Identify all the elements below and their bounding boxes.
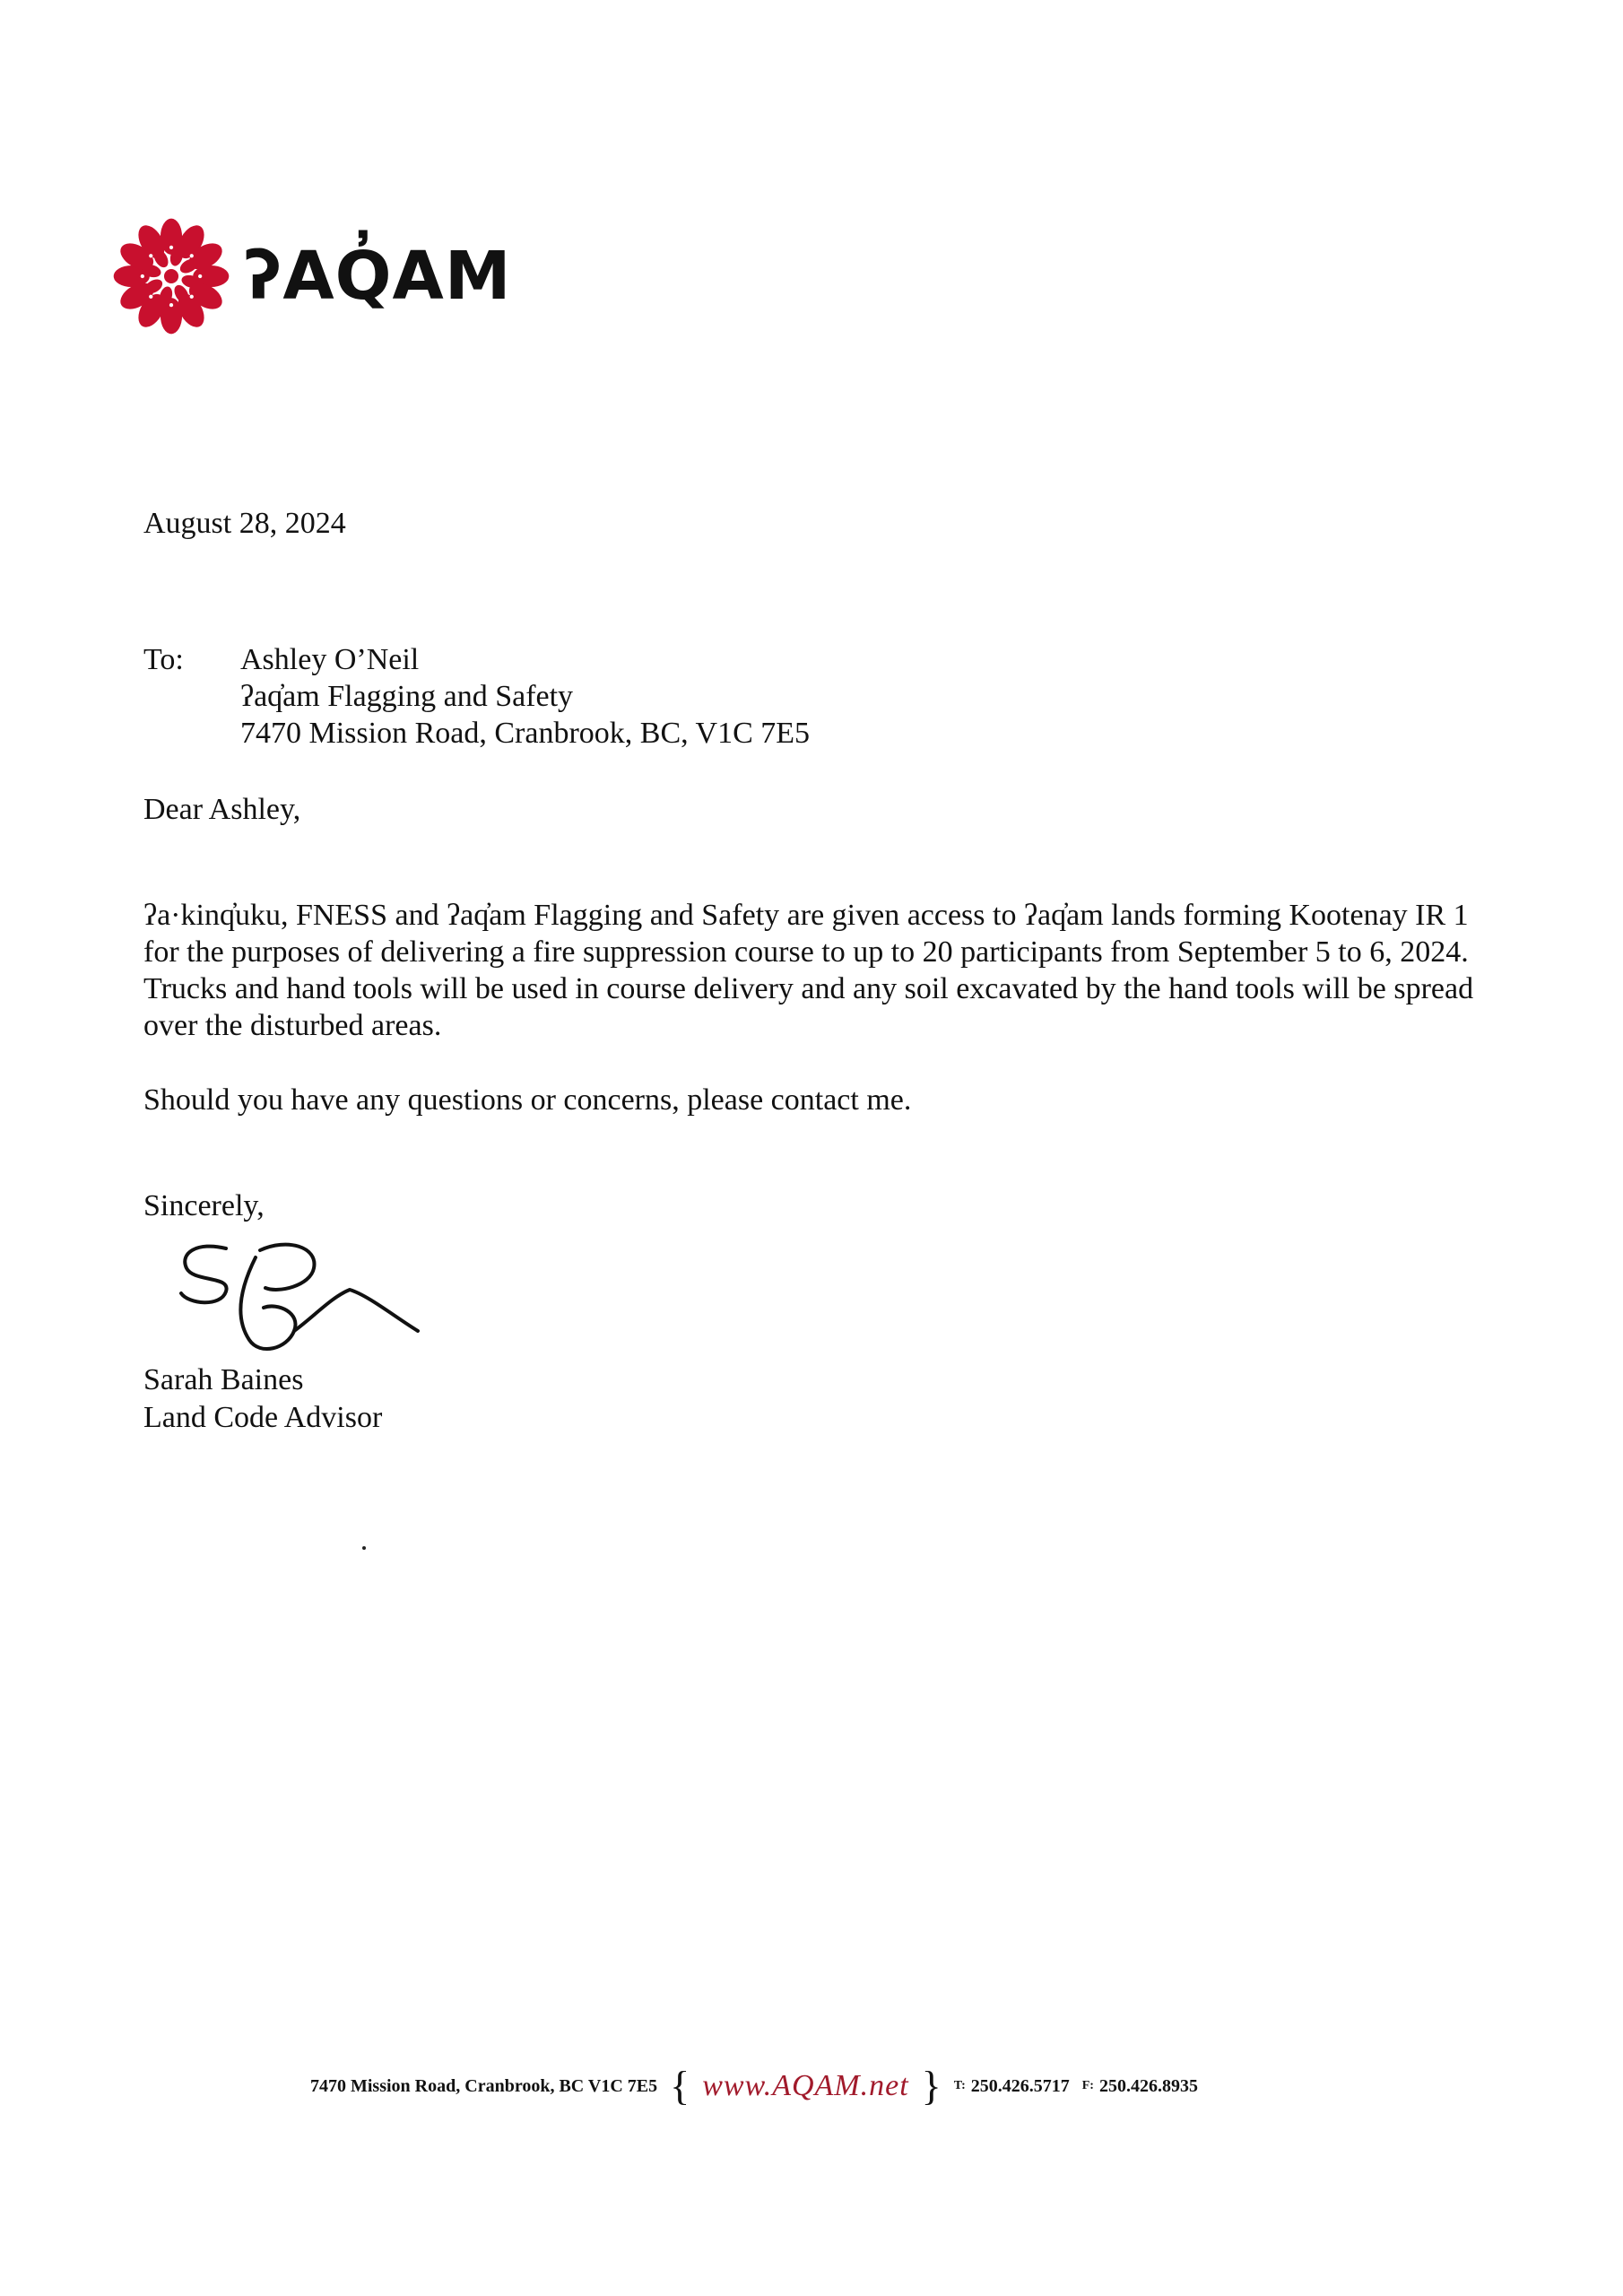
- body-paragraph: ʔa·kinq̓uku, FNESS and ʔaq̓am Flagging and Safety are given access to ʔaq̓am lands forming Kootenay IR 1 for the purposes of delivering a fire suppression course to up to 20 participants from September 5 to 6, 2024. Trucks and hand tools will be used in course delivery and any soil excavated by the hand tools will be spread over the disturbed areas.: [143, 899, 1474, 1042]
- recipient-lines: [240, 641, 810, 752]
- handwritten-signature: [170, 1231, 430, 1365]
- letter-date: August 28, 2024: [143, 507, 346, 540]
- footer-website-link[interactable]: www.AQAM.net: [702, 2069, 909, 2102]
- footer-phone: 250.426.5717: [970, 2075, 1070, 2096]
- right-brace-icon: }: [921, 2063, 942, 2109]
- letterhead: [111, 213, 511, 339]
- footer-address: 7470 Mission Road, Cranbrook, BC V1C 7E5: [310, 2075, 658, 2096]
- stray-dot: [362, 1546, 366, 1550]
- recipient-address: 7470 Mission Road, Cranbrook, BC, V1C 7E5: [240, 717, 811, 750]
- sign-off: Sincerely,: [143, 1189, 265, 1222]
- recipient-organization: ʔaq̓am Flagging and Safety: [240, 680, 574, 713]
- closing-question: Should you have any questions or concerns, please contact me.: [143, 1083, 912, 1117]
- to-label: To:: [143, 643, 184, 676]
- brand-wordmark: ʔAQ̓AM: [244, 238, 512, 315]
- signer-name: Sarah Baines: [143, 1363, 304, 1396]
- signer-title: Land Code Advisor: [143, 1401, 383, 1434]
- salutation: Dear Ashley,: [143, 793, 301, 826]
- footer-fax: 250.426.8935: [1098, 2075, 1198, 2096]
- letterhead-footer: [310, 2059, 1211, 2113]
- fax-label: F:: [1081, 2079, 1094, 2092]
- left-brace-icon: {: [670, 2063, 690, 2109]
- recipient-name: Ashley O’Neil: [240, 643, 420, 676]
- phone-label: T:: [953, 2079, 966, 2092]
- red-flower-mark-icon: [111, 216, 231, 336]
